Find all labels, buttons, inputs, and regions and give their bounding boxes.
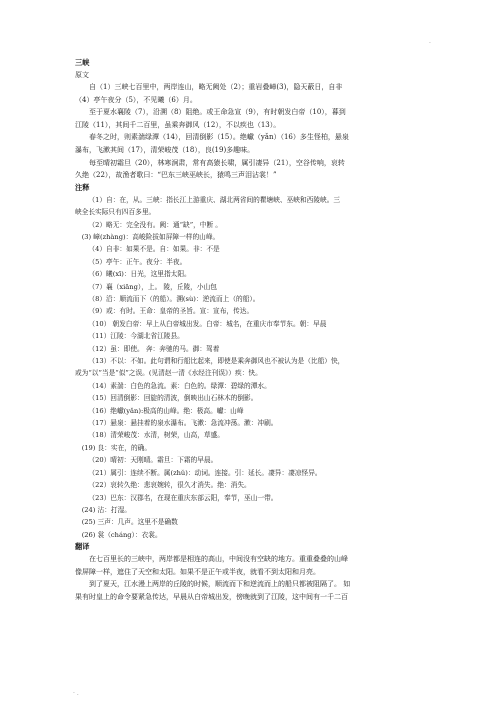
note-item: (25) 三声：几声。这里不是确数 <box>81 518 178 527</box>
note-item: （12）虽：即使。 奔：奔驰的马。御：驾着 <box>88 344 220 353</box>
note-item: (24) 沾：打湿。 <box>81 505 131 514</box>
paragraph-line: 在七百里长的三峡中，两岸都是相连的高山，中间没有空缺的地方。重重叠叠的山峰 <box>89 555 348 564</box>
paragraph-line: 果有时皇上的命令要紧急传达，早晨从白帝城出发，傍晚就到了江陵，这中间有一千二百 <box>75 592 348 601</box>
translation-text <box>75 553 431 603</box>
note-item: （10） 朝发白帝：早上从白帝城出发。白帝：城名，在重庆市奉节东。朝：早晨 <box>88 319 327 328</box>
translation-heading: 翻译 <box>75 542 90 552</box>
paragraph-line: 像屏障一样，遮住了天空和太阳。如果不是正午或半夜，就看不到太阳和月亮。 <box>75 567 320 576</box>
notes-heading: 注释 <box>75 182 90 192</box>
note-item: （8）沿：顺流而下（的船）。溯(sù)：逆流而上（的船）。 <box>88 295 260 303</box>
paragraph-line: 久绝（22），故渔者歌曰：“巴东三峡巫峡长，猿鸣三声泪沾裳！” <box>75 171 277 180</box>
paragraph-line: 自（1）三峡七百里中，两岸连山，略无阙处（2）；重岩叠嶂(3)，隐天蔽日，自非 <box>89 83 343 91</box>
original-paragraph <box>75 131 431 156</box>
paragraph-line: （4）亭午夜分（5），不见曦（6）月。 <box>75 95 197 104</box>
original-text <box>75 81 431 182</box>
page-corner-mark: · <box>429 40 431 47</box>
paragraph-line: 到了夏天，江水漫上两岸的丘陵的时候，顺流而下和逆流而上的船只都被阻隔了。 如 <box>89 580 351 589</box>
note-item: （2）略无：完全没有。阙：通“缺”，中断 。 <box>88 220 222 229</box>
note-item: 峡全长实际只有四百多里。 <box>75 208 156 217</box>
note-item: （23）巴东：汉郡名，在现在重庆东部云阳，奉节，巫山一带。 <box>88 493 278 502</box>
note-item: （11）江陵：今湖北省江陵县。 <box>88 332 184 341</box>
note-item: (3) 嶂(zhàng)：高峻险拔如屏障一样的山峰。 <box>81 232 220 241</box>
paragraph-line: 江陵（11），其间千二百里，虽乘奔御风（12），不以疾也（13）。 <box>75 120 281 129</box>
original-paragraph <box>75 157 431 182</box>
original-text-label: 原文 <box>75 71 89 79</box>
note-item: （18）清荣峻茂：水清，树荣，山高，草盛。 <box>88 431 224 440</box>
document-title: 三峡 <box>75 58 90 67</box>
note-item: （15）回清倒影：回旋的清波，倒映出山石林木的倒影。 <box>88 394 258 403</box>
note-item: (19) 良：实在，的确。 <box>81 443 152 452</box>
original-paragraph <box>75 81 431 106</box>
note-item: （14）素湍：白色的急流。素：白色的。绿潭：碧绿的潭水。 <box>88 381 271 390</box>
note-item: (26) 裳（cháng）：衣裳。 <box>81 530 162 539</box>
note-item: （20）晴初：天刚晴。霜旦：下霜的早晨。 <box>88 456 218 465</box>
note-item: （1）自：在，从。三峡：指长江上游重庆、湖北两省间的瞿塘峡、巫峡和西陵峡。三 <box>88 195 341 204</box>
page-corner-mark: · . <box>73 690 79 697</box>
note-item: （21）属引：连续不断。属(zhǔ)：动词。连接。引：延长。凄异：凄凉怪异。 <box>88 468 322 477</box>
paragraph-line: 瀑布，飞漱其间（17），清荣峻茂（18），良(19)多趣味。 <box>75 145 255 154</box>
note-item: （17）悬泉：悬挂着的泉水瀑布。飞漱：急流冲荡。漱：冲刷。 <box>88 419 278 428</box>
document-content <box>75 57 431 604</box>
note-item: （7）襄（xiāng），上。 陵，丘陵，小山包 <box>88 282 217 291</box>
note-item: （6）曦(xī)：日光，这里指太阳。 <box>88 270 191 279</box>
paragraph-line: 至于夏水襄陵（7），沿溯（8）阻绝。或王命急宣（9），有时朝发白帝（10），暮到 <box>89 108 346 117</box>
notes-list <box>75 194 431 541</box>
translation-paragraph <box>75 578 431 603</box>
note-item: （5）亭午：正午。夜分：半夜。 <box>88 257 187 266</box>
note-item: （4）自非：如果不是。自：如果。非：不是 <box>88 245 220 254</box>
note-item: 或为“以”当是“似”之误。(见清赵一清《水经注刊误》）疾：快。 <box>75 369 262 378</box>
note-item: （9）或：有时。王命：皇帝的圣旨。宣：宣布，传达。 <box>88 307 254 316</box>
note-item: （13）不以：不如。此句谓和行船比起来，即使是乘奔御风也不被认为是（比船）快， <box>88 357 345 366</box>
paragraph-line: 每至晴初霜旦（20），林寒涧肃，常有高猿长啸，属引凄异（21），空谷传响，哀转 <box>89 158 345 167</box>
note-item: （22）哀转久绝：悲哀婉转，很久才消失。绝：消失。 <box>88 481 251 490</box>
paragraph-line: 春冬之时，则素湍绿潭（14），回清倒影（15）。绝巘（yǎn）（16）多生怪柏，悬泉 <box>89 133 349 142</box>
translation-paragraph <box>75 553 431 578</box>
note-item: （16）绝巘(yǎn):极高的山峰。绝：极高。巘：山峰 <box>88 406 244 415</box>
original-paragraph <box>75 106 431 131</box>
